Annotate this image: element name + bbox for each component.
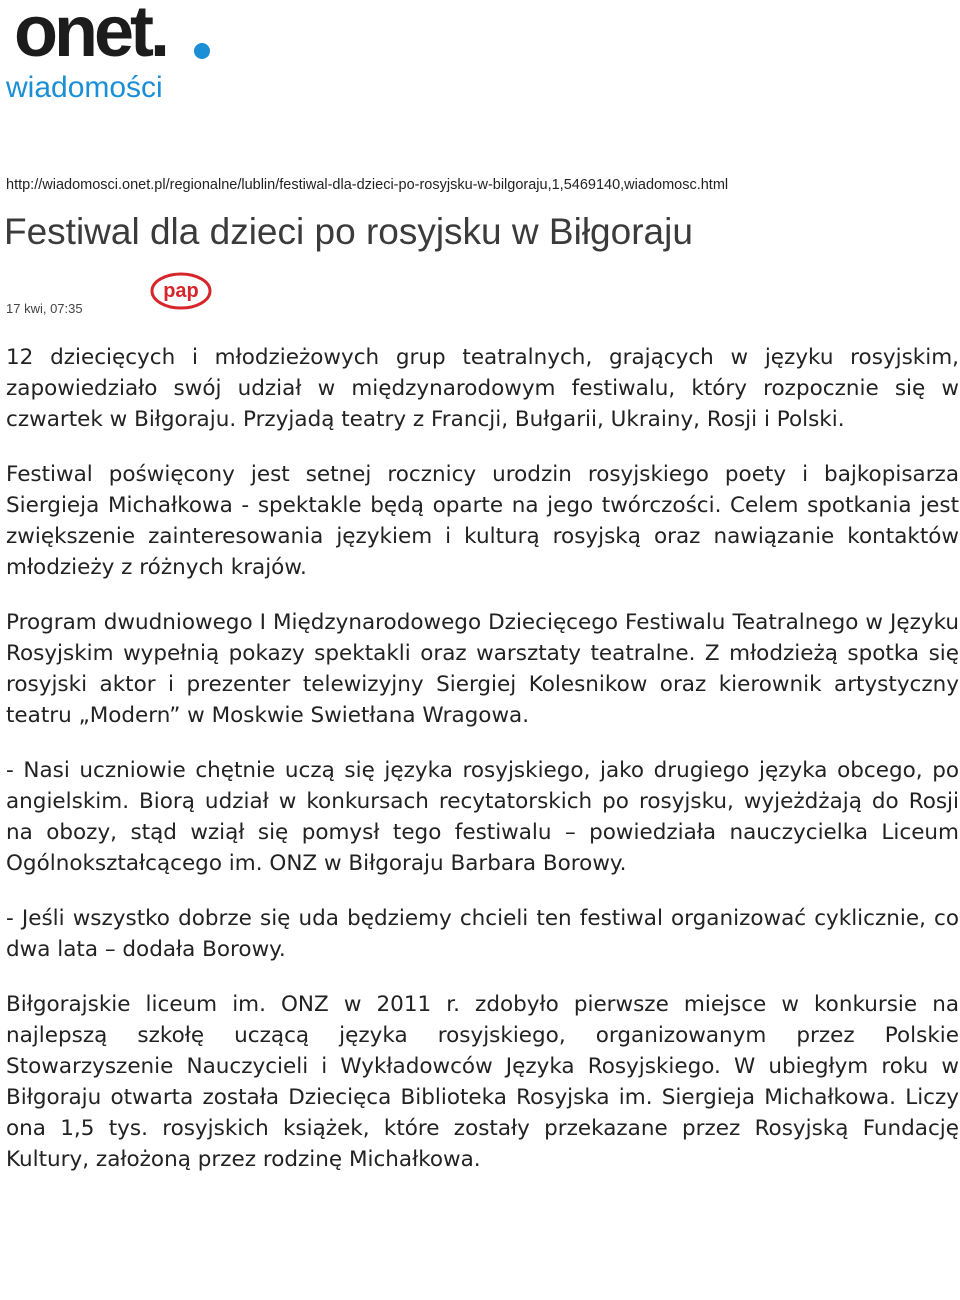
- article-paragraph: Program dwudniowego I Międzynarodowego Dziecięcego Festiwalu Teatralnego w Języku Rosyjskim wypełnią pokazy spektakli oraz warsztaty teatralne. Z młodzieżą spotka się rosyjski aktor i prezenter telewizyjny Siergiej Kolesnikow oraz kierownik artystyczny teatru „Modern” w Moskwie Swietłana Wragowa.: [6, 610, 959, 728]
- onet-logo-dot: [194, 43, 210, 59]
- onet-logo-graphic: [14, 0, 214, 70]
- article-date: 17 kwi, 07:35: [6, 301, 83, 316]
- article-paragraph: Biłgorajskie liceum im. ONZ w 2011 r. zdobyło pierwsze miejsce w konkursie na najlepszą szkołę uczącą języka rosyjskiego, organizowanym przez Polskie Stowarzyszenie Nauczycieli i Wykładowców Języka Rosyjskiego. W ubiegłym roku w Biłgoraju otwarta została Dziecięca Biblioteka Rosyjska im. Siergieja Michałkowa. Liczy ona 1,5 tys. rosyjskich książek, które zostały przekazane przez Rosyjską Fundację Kultury, założoną przez rodzinę Michałkowa.: [6, 992, 959, 1172]
- article-body: [6, 342, 959, 1199]
- onet-logo[interactable]: [14, 0, 214, 70]
- article-title: Festiwal dla dzieci po rosyjsku w Biłgoraju: [4, 211, 693, 252]
- pap-logo-graphic: [150, 272, 212, 310]
- article-paragraph: - Nasi uczniowie chętnie uczą się języka rosyjskiego, jako drugiego języka obcego, po angielskim. Biorą udział w konkursach recytatorskich po rosyjsku, wyjeżdżają do Rosji na obozy, stąd wziął się pomysł tego festiwalu – powiedziała nauczycielka Liceum Ogólnokształcącego im. ONZ w Biłgoraju Barbara Borowy.: [6, 758, 959, 876]
- article-paragraph: Festiwal poświęcony jest setnej rocznicy urodzin rosyjskiego poety i bajkopisarza Siergieja Michałkowa - spektakle będą oparte na jego twórczości. Celem spotkania jest zwiększenie zainteresowania językiem i kulturą rosyjską oraz nawiązanie kontaktów młodzieży z różnych krajów.: [6, 462, 959, 580]
- pap-logo: [150, 272, 212, 310]
- onet-logo-text: onet.: [14, 0, 166, 70]
- article-paragraph: 12 dziecięcych i młodzieżowych grup teatralnych, grających w języku rosyjskim, zapowiedziało swój udział w międzynarodowym festiwalu, który rozpocznie się w czwartek w Biłgoraju. Przyjadą teatry z Francji, Bułgarii, Ukrainy, Rosji i Polski.: [6, 345, 959, 432]
- section-name[interactable]: wiadomości: [6, 71, 163, 104]
- article-paragraph: - Jeśli wszystko dobrze się uda będziemy chcieli ten festiwal organizować cyklicznie, co dwa lata – dodała Borowy.: [6, 906, 959, 962]
- pap-logo-text: pap: [163, 280, 199, 302]
- source-url: http://wiadomosci.onet.pl/regionalne/lublin/festiwal-dla-dzieci-po-rosyjsku-w-bilgoraju,1,5469140,wiadomosc.html: [6, 177, 729, 193]
